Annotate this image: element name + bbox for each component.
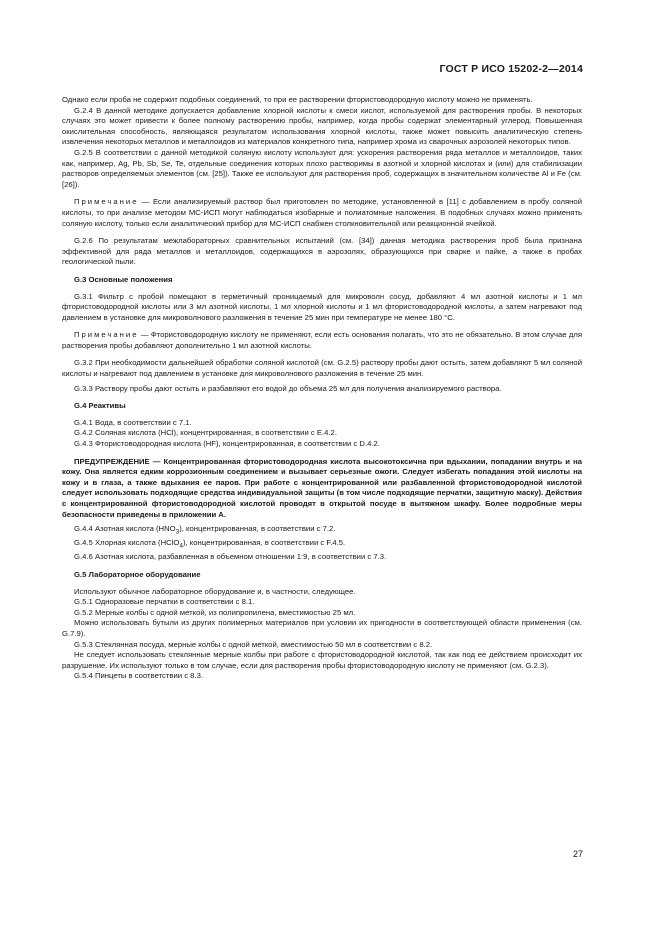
note-text: — Если анализируемый раствор был приготовлен по методике, установленной в [11] с добавлением в пробу соляной кислоты, то при анализе методом МС-ИСП могут наблюдаться изобарные и полиатомные наложения. В подобных случаях можно применять соляную кислоту, только если аналитический прибор для МС-ИСП снабжен столкновительной или реакционной ячейкой. bbox=[62, 197, 582, 228]
clause-g-4-2: G.4.2 Соляная кислота (HCl), концентрированная, в соответствии с Е.4.2. bbox=[74, 428, 337, 438]
clause-g-5-4: G.5.4 Пинцеты в соответствии с 8.3. bbox=[74, 671, 204, 681]
note-text: — Фтористоводородную кислоту не применяют, если есть основания полагать, что это не обязательно. В этом случае для растворения пробы добавляют дополнительно 1 мл азотной кислоты. bbox=[62, 330, 582, 350]
paragraph: Можно использовать бутыли из других полимерных материалов при условии их пригодности в соответствующей области применения (см. G.7.9). bbox=[62, 618, 582, 638]
section-heading-g4: G.4 Реактивы bbox=[74, 401, 126, 411]
document-designation: ГОСТ Р ИСО 15202-2—2014 bbox=[439, 63, 583, 75]
page-body bbox=[62, 95, 582, 682]
paragraph: Используют обычное лабораторное оборудование и, в частности, следующее. bbox=[74, 586, 356, 596]
safety-warning: ПРЕДУПРЕЖДЕНИЕ — Концентрированная фтористоводородная кислота высокотоксична при вдыхании, попадании внутрь и на кожу. Она является едким коррозионным соединением и вызывает серьезные ожоги. Следует избегать попадания этой кислоты на кожу и в глаза, а также вдыхания ее паров. При работе с концентрированной или разбавленной фтористоводородной кислотой следует использовать подходящие средства индивидуальной защиты (в том числе подходящие перчатки, защитную маску). Действия с концентрированной фтористоводородной кислотой проводят в открытой посуде в вытяжном шкафу. Более подробные меры безопасности приведены в приложении А. bbox=[62, 456, 582, 519]
note-label: Примечание bbox=[74, 197, 139, 207]
note bbox=[62, 330, 582, 351]
section-heading-g5: G.5 Лабораторное оборудование bbox=[74, 570, 201, 580]
paragraph: Однако если проба не содержит подобных соединений, то при ее растворении фтористоводородную кислоту можно не применять. bbox=[62, 95, 533, 104]
clause-g-4-6: G.4.6 Азотная кислота, разбавленная в объемном отношении 1:9, в соответствии с 7.3. bbox=[74, 552, 387, 562]
clause-g-5-3: G.5.3 Стеклянная посуда, мерные колбы с одной меткой, вместимостью 50 мл в соответствии с 8.2. bbox=[74, 639, 433, 649]
clause-g-3-2: G.3.2 При необходимости дальнейшей обработки соляной кислотой (см. G.2.5) раствору пробы дают остыть, затем добавляют 5 мл соляной кислоты и нагревают под давлением в установке для микроволнового разложения в течение 25 мин. bbox=[62, 358, 582, 379]
clause-g-5-1: G.5.1 Одноразовые перчатки в соответствии с 8.1. bbox=[74, 597, 255, 607]
clause-g-4-5: G.4.5 Хлорная кислота (HClO$_4$), концентрированная, в соответствии с F.4.5. bbox=[74, 538, 346, 550]
note bbox=[62, 197, 582, 229]
clause-g-3-3: G.3.3 Раствору пробы дают остыть и разбавляют его водой до объема 25 мл для получения анализируемого раствора. bbox=[74, 383, 502, 393]
note-label: Примечание bbox=[74, 330, 139, 340]
clause-g-4-1: G.4.1 Вода, в соответствии с 7.1. bbox=[74, 417, 192, 427]
clause-g-2-5: G.2.5 В соответствии с данной методикой соляную кислоту используют для: ускорения растворения ряда металлов и металлоидов, таких как, например, Ag, Pb, Sb, Se, Te, отдельные соединения которых плохо растворимы в азотной и хлорной кислотах и (или) для стабилизации растворов определяемых элементов (см. [25]). Также ее используют для растворения проб, содержащих в значительном количестве Al и Fe (см. [26]). bbox=[62, 147, 582, 189]
clause-g-4-4: G.4.4 Азотная кислота $(HNO_3)$, концентрированная, в соответствии с 7.2. bbox=[74, 524, 336, 536]
paragraph: Не следует использовать стеклянные мерные колбы при работе с фтористоводородной кислотой, так как под ее действием происходит их разрушение. Их используют только в том случае, если для растворения пробы фтористоводородную кислоту не применяют (см. G.2.3). bbox=[62, 650, 582, 670]
page-number: 27 bbox=[572, 849, 583, 859]
clause-g-2-6: G.2.6 По результатам межлабораторных сравнительных испытаний (см. [34]) данная методика растворения проб была признана эффективной для ряда металлов и металлоидов, содержащихся в аэрозолях, образующихся при сварке и пайке, а также в пробах геологической пыли. bbox=[62, 236, 582, 267]
clause-g-3-1: G.3.1 Фильтр с пробой помещают в герметичный проницаемый для микроволн сосуд, добавляют 4 мл азотной кислоты и 1 мл фтористоводородной кислоты или 3 мл азотной кислоты, 1 мл хлорной кислоты и 1 мл фтористоводородной кислоты, а затем нагревают под давлением в установке для микроволнового разложения в течение 25 мин при температуре не менее 180 °С. bbox=[62, 291, 582, 322]
clause-g-2-4: G.2.4 В данной методике допускается добавление хлорной кислоты к смеси кислот, используемой для растворения пробы. В некоторых случаях это может привести к более полному растворению пробы, например, когда пробы содержат элементарный углерод. Повышенная окислительная способность, являющаяся результатом использования хлорной кислоты, также может повысить аналитическую степень извлечения некоторых металлов и металлоидов из материалов конкретного типа, например хрома из сварочных аэрозолей некоторых типов. bbox=[62, 105, 582, 147]
clause-g-4-3: G.4.3 Фтористоводородная кислота (HF), концентрированная, в соответствии с D.4.2. bbox=[74, 439, 380, 449]
section-heading-g3: G.3 Основные положения bbox=[74, 274, 173, 284]
clause-g-5-2: G.5.2 Мерные колбы с одной меткой, из полипропилена, вместимостью 25 мл. bbox=[74, 607, 356, 617]
